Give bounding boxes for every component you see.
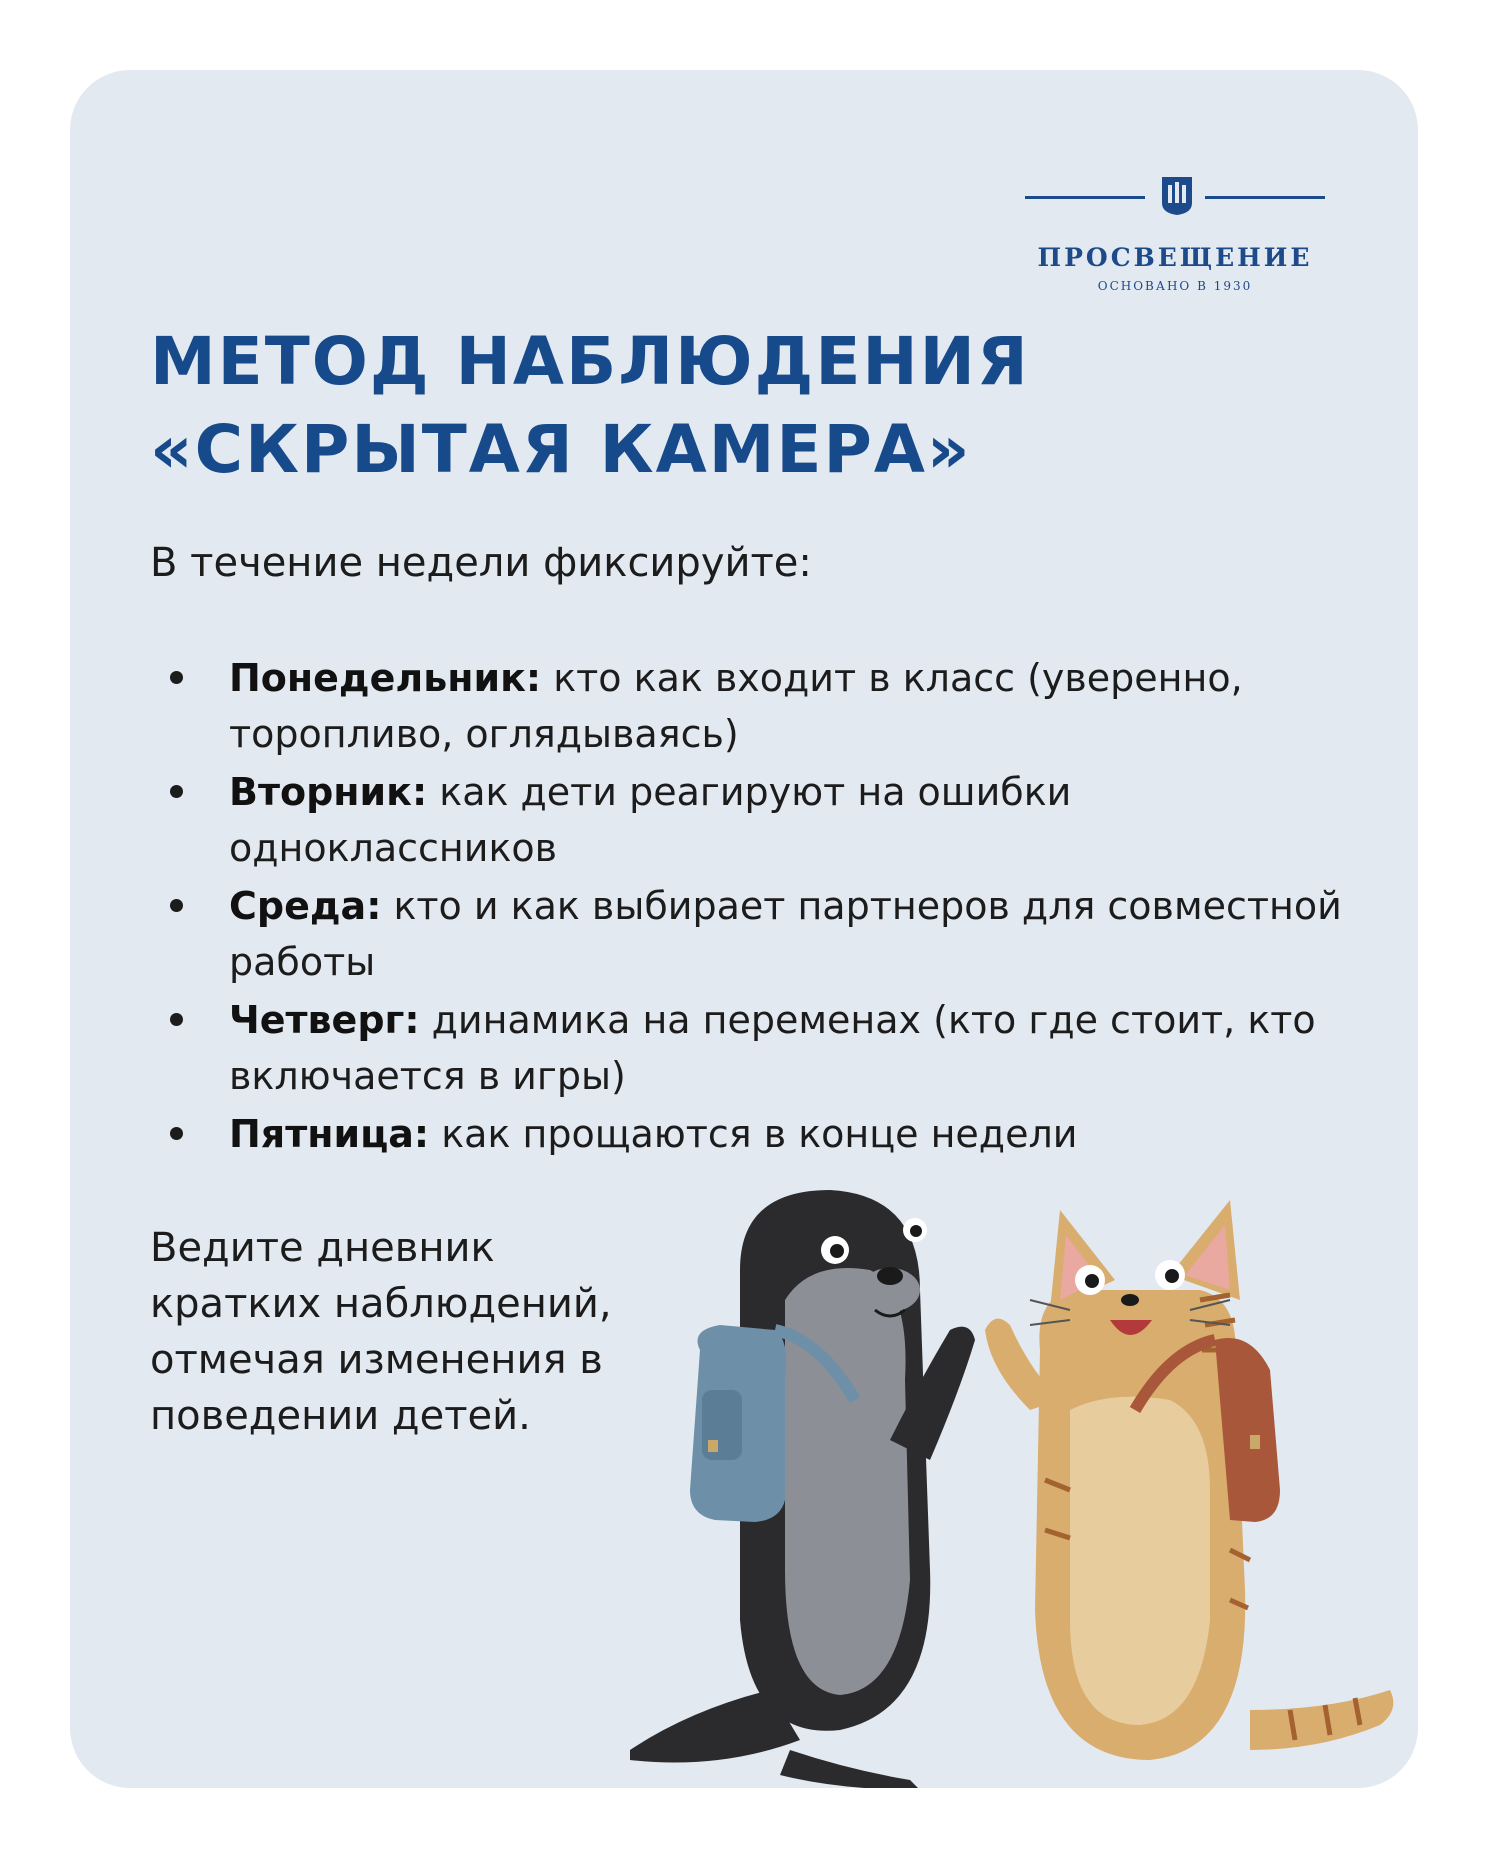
logo-emblem-icon (1160, 173, 1194, 215)
cat-illustration (985, 1200, 1393, 1760)
day-label: Четверг: (229, 998, 420, 1042)
logo-rule-left (1025, 196, 1145, 199)
intro-text: В течение недели фиксируйте: (150, 540, 812, 586)
title-line-1: МЕТОД НАБЛЮДЕНИЯ (150, 323, 1030, 400)
title-line-2: «СКРЫТАЯ КАМЕРА» (150, 411, 972, 488)
day-label: Среда: (229, 884, 382, 928)
day-text: динамика на переменах (кто где стоит, кто включается в игры) (229, 998, 1316, 1098)
info-card (70, 70, 1418, 1788)
list-item-tuesday (170, 764, 1350, 876)
seal-illustration (630, 1190, 975, 1788)
day-text: кто и как выбирает партнеров для совместной работы (229, 884, 1342, 984)
day-label: Вторник: (229, 770, 428, 814)
logo-rule-right (1205, 196, 1325, 199)
bullet-icon (170, 1127, 183, 1140)
list-item-thursday (170, 992, 1350, 1104)
logo-tagline: ОСНОВАНО В 1930 (1097, 279, 1253, 293)
logo-name: ПРОСВЕЩЕНИЕ (1037, 243, 1313, 272)
day-text: как прощаются в конце недели (429, 1112, 1078, 1156)
day-text: как дети реагируют на ошибки одноклассников (229, 770, 1072, 870)
day-text: кто как входит в класс (уверенно, торопливо, оглядываясь) (229, 656, 1243, 756)
day-label: Пятница: (229, 1112, 430, 1156)
bullet-icon (170, 785, 183, 798)
bullet-icon (170, 899, 183, 912)
list-item-monday (170, 650, 1350, 762)
outro-text: Ведите дневник кратких наблюдений, отмечая изменения в поведении детей. (150, 1225, 612, 1439)
list-item-wednesday (170, 878, 1350, 990)
day-label: Понедельник: (229, 656, 542, 700)
bullet-icon (170, 1013, 183, 1026)
publisher-logo (1025, 155, 1325, 293)
animals-illustration (590, 1150, 1410, 1788)
page-title (150, 318, 1030, 494)
weekday-list (170, 650, 1350, 1164)
bullet-icon (170, 671, 183, 684)
